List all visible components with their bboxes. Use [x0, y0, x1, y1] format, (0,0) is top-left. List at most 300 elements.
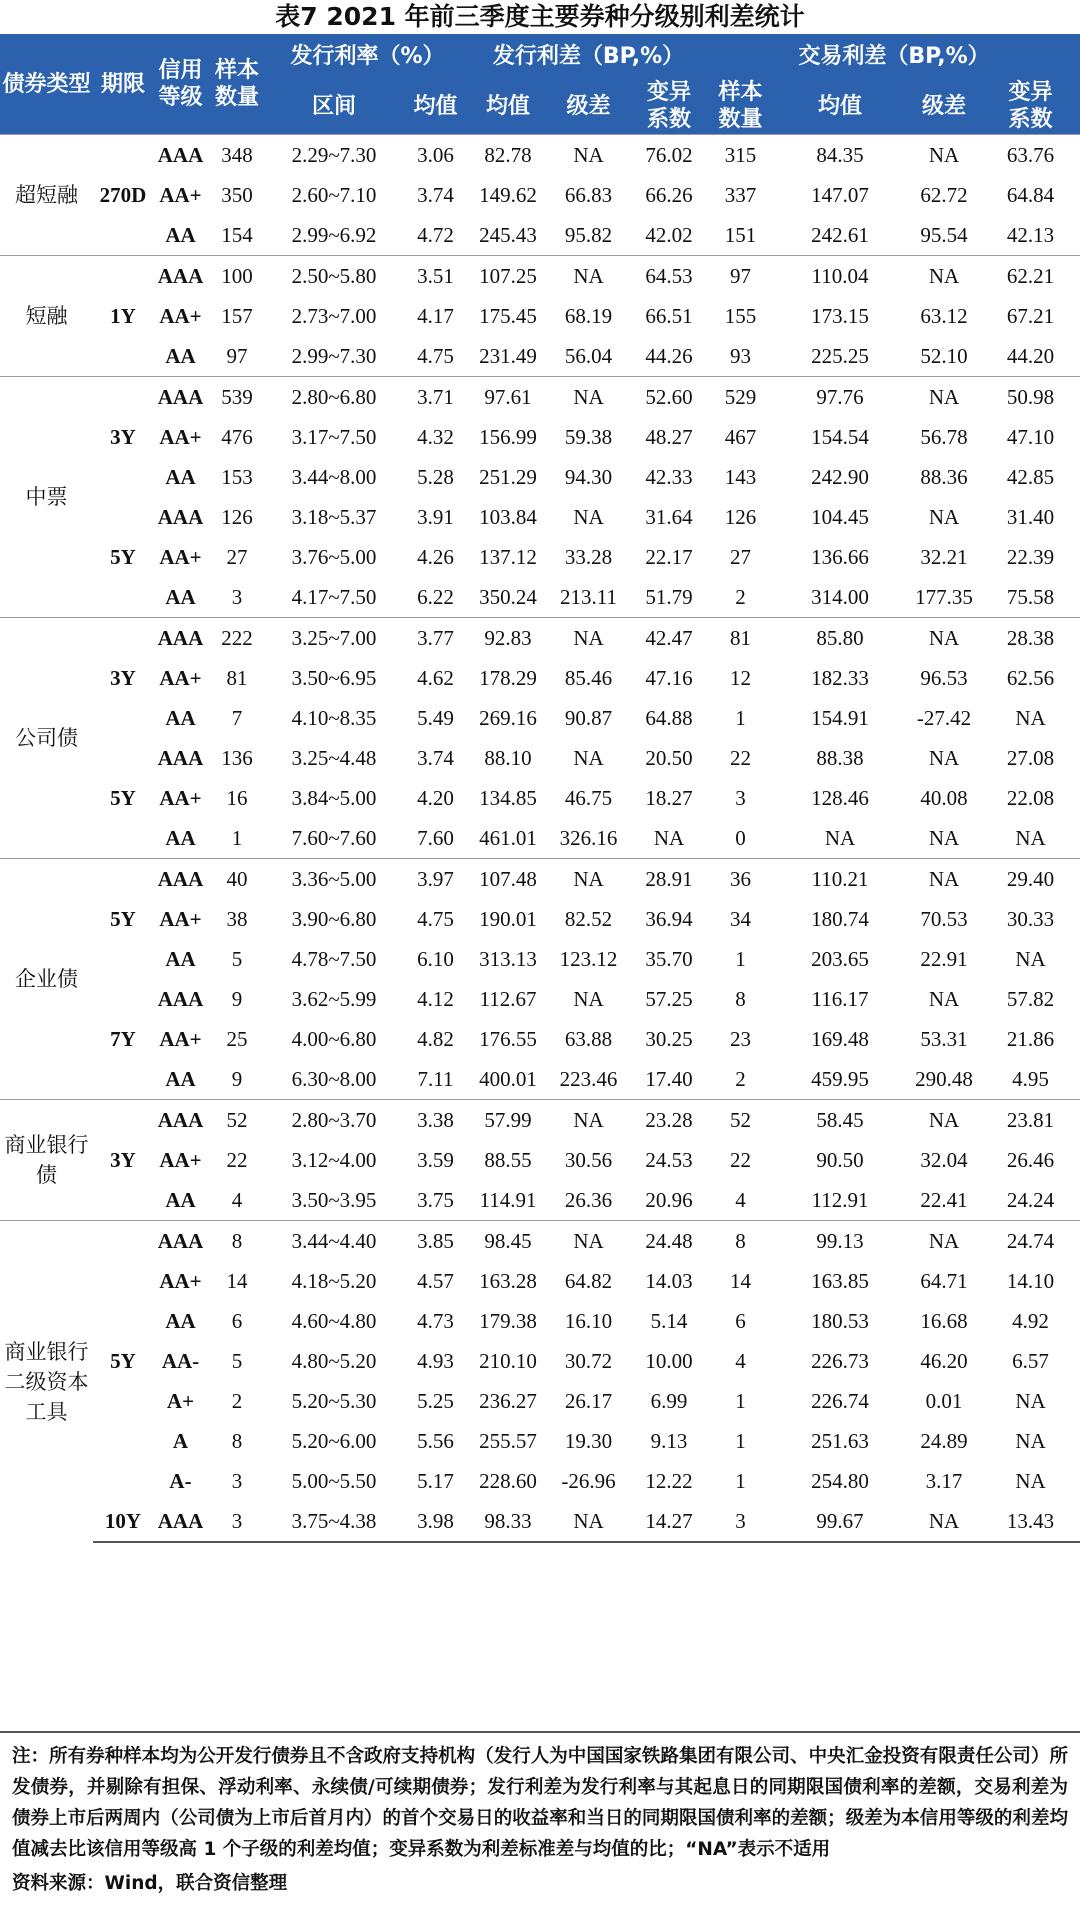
trade-grade-diff-cell: 3.17	[925, 1468, 963, 1493]
rate-range-cell: 4.00~6.80	[291, 1026, 377, 1051]
issue-grade-diff-cell: 63.88	[564, 1026, 613, 1051]
trade-grade-diff-cell: NA	[907, 135, 981, 176]
trade-spread-mean-cell: 173.15	[811, 303, 869, 328]
trade-cv-cell: 31.40	[1006, 504, 1055, 529]
sample-count-cell: 40	[208, 859, 266, 900]
credit-grade-cell: AA+	[159, 424, 202, 449]
issue-grade-diff-cell: 213.11	[560, 584, 617, 609]
issue-spread-mean-cell: 156.99	[479, 424, 537, 449]
bond-type-cell: 超短融	[0, 135, 93, 256]
credit-grade-cell: AA	[165, 343, 196, 368]
rate-mean-cell: 3.97	[402, 859, 469, 900]
credit-grade-cell: AA+	[159, 182, 202, 207]
sample-count-cell: 22	[226, 1147, 248, 1172]
trade-grade-diff-cell: -27.42	[916, 705, 972, 730]
trade-grade-diff-cell: NA	[907, 377, 981, 418]
data-source: 资料来源：Wind，联合资信整理	[12, 1873, 288, 1894]
rate-range-cell: 3.17~7.50	[291, 424, 377, 449]
rate-range-cell: 5.00~5.50	[291, 1468, 377, 1493]
header-bond-type: 债券类型	[0, 34, 93, 135]
table-row	[0, 457, 1080, 497]
trade-spread-mean-cell: 163.85	[811, 1268, 869, 1293]
trade-sample-count-cell: 3	[735, 785, 746, 810]
issue-grade-diff-cell: 326.16	[559, 825, 618, 850]
header-range: 区间	[266, 78, 402, 135]
sample-count-cell: 222	[208, 618, 266, 659]
trade-cv-cell: 57.82	[1006, 986, 1055, 1011]
trade-sample-count-cell: 8	[735, 986, 746, 1011]
trade-cv-cell: NA	[1015, 1428, 1046, 1453]
rate-range-cell: 5.20~5.30	[291, 1388, 377, 1413]
rate-range-cell: 3.25~7.00	[266, 618, 402, 659]
rate-mean-cell: 4.93	[417, 1348, 454, 1373]
trade-cv-cell: 63.76	[981, 135, 1080, 176]
issue-spread-mean-cell: 175.45	[479, 303, 537, 328]
table-row	[0, 1421, 1080, 1461]
issue-cv-cell: 47.16	[645, 665, 693, 690]
issue-grade-diff-cell: 59.38	[564, 424, 613, 449]
credit-grade-cell: AAA	[153, 1501, 208, 1542]
issue-spread-mean-cell: 400.01	[479, 1066, 537, 1091]
period-cell: 7Y	[110, 1026, 136, 1051]
issue-cv-cell: 14.27	[630, 1501, 708, 1542]
issue-grade-diff-cell: NA	[573, 986, 604, 1011]
issue-cv-cell: 17.40	[645, 1066, 693, 1091]
rate-range-cell: 3.44~4.40	[266, 1221, 402, 1262]
rate-range-cell: 2.80~6.80	[266, 377, 402, 418]
issue-spread-mean-cell: 236.27	[479, 1388, 537, 1413]
sample-count-cell: 157	[221, 303, 253, 328]
header-trade-spread: 交易利差（BP,%）	[708, 34, 1080, 78]
issue-grade-diff-cell: NA	[573, 504, 604, 529]
bond-type-cell: 短融	[0, 256, 93, 377]
issue-grade-diff-cell: 66.83	[564, 182, 613, 207]
trade-cv-cell: 24.74	[981, 1221, 1080, 1262]
rate-mean-cell: 4.73	[417, 1308, 454, 1333]
trade-spread-mean-cell: 116.17	[811, 986, 869, 1011]
sample-count-cell: 2	[231, 1388, 243, 1413]
rate-range-cell: 3.62~5.99	[291, 986, 377, 1011]
issue-cv-cell: 14.03	[645, 1268, 693, 1293]
table-row	[0, 1140, 1080, 1180]
trade-grade-diff-cell: 95.54	[920, 222, 968, 247]
period-cell: 5Y	[110, 544, 136, 569]
issue-grade-diff-cell: NA	[547, 1221, 630, 1262]
issue-cv-cell: 51.79	[645, 584, 693, 609]
header-credit-grade: 信用 等级	[153, 34, 208, 135]
trade-spread-mean-cell: 459.95	[811, 1066, 869, 1091]
credit-grade-cell: AA+	[159, 1026, 202, 1051]
trade-sample-count-cell: 12	[730, 665, 752, 690]
issue-spread-mean-cell: 88.55	[484, 1147, 532, 1172]
issue-grade-diff-cell: 223.46	[559, 1066, 618, 1091]
trade-sample-count-cell: 315	[708, 135, 773, 176]
table-body	[0, 135, 1080, 1543]
trade-cv-cell: NA	[1015, 705, 1046, 730]
table-row	[0, 939, 1080, 979]
trade-sample-count-cell: 126	[724, 504, 757, 529]
header-issue-spread: 发行利差（BP,%）	[469, 34, 708, 78]
issue-grade-diff-cell: 82.52	[564, 906, 613, 931]
trade-spread-mean-cell: 180.74	[811, 906, 869, 931]
issue-cv-cell: 44.26	[645, 343, 693, 368]
trade-spread-mean-cell: 180.53	[811, 1308, 869, 1333]
trade-spread-mean-cell: 226.74	[811, 1388, 869, 1413]
table-row	[0, 818, 1080, 859]
table-row	[0, 577, 1080, 618]
trade-sample-count-cell: 1	[735, 705, 746, 730]
rate-mean-cell: 3.06	[402, 135, 469, 176]
credit-grade-cell: AAA	[153, 859, 208, 900]
issue-grade-diff-cell: 64.82	[564, 1268, 613, 1293]
sample-count-cell: 97	[226, 343, 248, 368]
trade-cv-cell: 44.20	[1006, 343, 1055, 368]
period-cell: 3Y	[93, 1100, 153, 1221]
trade-spread-mean-cell: 169.48	[811, 1026, 869, 1051]
sample-count-cell: 6	[231, 1308, 243, 1333]
period-cell: 1Y	[93, 256, 153, 377]
rate-mean-cell: 7.11	[417, 1066, 454, 1091]
trade-grade-diff-cell: 16.68	[920, 1308, 968, 1333]
credit-grade-cell: AAA	[157, 745, 204, 770]
trade-spread-mean-cell: 203.65	[811, 946, 869, 971]
issue-spread-mean-cell: 107.48	[469, 859, 547, 900]
trade-cv-cell: 30.33	[1006, 906, 1055, 931]
table-row	[0, 698, 1080, 738]
issue-grade-diff-cell: NA	[547, 1100, 630, 1141]
table-row	[0, 1461, 1080, 1501]
credit-grade-cell: AAA	[157, 504, 204, 529]
trade-grade-diff-cell: 53.31	[920, 1026, 968, 1051]
credit-grade-cell: AAA	[153, 256, 208, 297]
trade-grade-diff-cell: 64.71	[920, 1268, 968, 1293]
credit-grade-cell: AA	[165, 946, 196, 971]
trade-grade-diff-cell: 22.91	[920, 946, 968, 971]
trade-grade-diff-cell: 62.72	[920, 182, 968, 207]
table-row	[0, 215, 1080, 256]
rate-range-cell: 3.44~8.00	[291, 464, 377, 489]
rate-range-cell: 4.10~8.35	[291, 705, 377, 730]
trade-sample-count-cell: 36	[708, 859, 773, 900]
period-cell: 3Y	[93, 618, 153, 739]
rate-mean-cell: 5.25	[417, 1388, 454, 1413]
trade-cv-cell: 42.85	[1006, 464, 1055, 489]
table-row	[0, 738, 1080, 778]
issue-grade-diff-cell: NA	[547, 256, 630, 297]
table-row	[0, 859, 1080, 900]
bond-type-cell: 商业银行 债	[0, 1100, 93, 1221]
rate-mean-cell: 3.85	[402, 1221, 469, 1262]
rate-range-cell: 5.20~6.00	[291, 1428, 377, 1453]
trade-sample-count-cell: 2	[735, 584, 746, 609]
rate-mean-cell: 4.17	[417, 303, 454, 328]
trade-cv-cell: 47.10	[1006, 424, 1055, 449]
rate-mean-cell: 4.72	[417, 222, 454, 247]
header-period: 期限	[93, 34, 153, 135]
table-row	[0, 1100, 1080, 1141]
issue-grade-diff-cell: 68.19	[564, 303, 613, 328]
header-trade-mean: 均值	[773, 78, 907, 135]
trade-cv-cell: 4.95	[1012, 1066, 1049, 1091]
issue-cv-cell: 6.99	[650, 1388, 688, 1413]
trade-grade-diff-cell: NA	[928, 986, 960, 1011]
issue-spread-mean-cell: 313.13	[479, 946, 537, 971]
issue-grade-diff-cell: 56.04	[564, 343, 613, 368]
header-trade-grade-diff: 级差	[907, 78, 981, 135]
trade-cv-cell: NA	[1015, 825, 1046, 850]
trade-grade-diff-cell: NA	[907, 1100, 981, 1141]
issue-spread-mean-cell: 114.91	[479, 1187, 537, 1212]
trade-spread-mean-cell: 242.61	[811, 222, 869, 247]
rate-range-cell: 3.75~4.38	[266, 1501, 402, 1542]
trade-cv-cell: 28.38	[981, 618, 1080, 659]
rate-mean-cell: 3.59	[417, 1147, 454, 1172]
trade-spread-mean-cell: 88.38	[816, 745, 864, 770]
trade-cv-cell: 22.08	[1006, 785, 1055, 810]
sample-count-cell: 348	[208, 135, 266, 176]
issue-spread-mean-cell: 251.29	[479, 464, 537, 489]
credit-grade-cell: AA	[165, 1308, 196, 1333]
trade-spread-mean-cell: 58.45	[773, 1100, 907, 1141]
trade-grade-diff-cell: 22.41	[920, 1187, 968, 1212]
trade-grade-diff-cell: 52.10	[920, 343, 968, 368]
issue-spread-mean-cell: 57.99	[469, 1100, 547, 1141]
trade-grade-diff-cell: 88.36	[920, 464, 968, 489]
rate-mean-cell: 7.60	[417, 825, 454, 850]
issue-cv-cell: 28.91	[630, 859, 708, 900]
notes-section	[0, 1731, 1080, 1899]
rate-range-cell: 4.78~7.50	[291, 946, 377, 971]
sample-count-cell: 350	[221, 182, 253, 207]
trade-grade-diff-cell: 70.53	[920, 906, 968, 931]
credit-grade-cell: AAA	[153, 1100, 208, 1141]
issue-cv-cell: 20.50	[645, 745, 693, 770]
trade-spread-mean-cell: 110.21	[773, 859, 907, 900]
issue-cv-cell: 22.17	[645, 544, 693, 569]
rate-mean-cell: 4.82	[417, 1026, 454, 1051]
sample-count-cell: 7	[231, 705, 243, 730]
trade-cv-cell: NA	[1015, 946, 1046, 971]
issue-grade-diff-cell: 30.56	[564, 1147, 613, 1172]
table-row	[0, 1180, 1080, 1221]
issue-grade-diff-cell: NA	[547, 135, 630, 176]
rate-range-cell: 4.17~7.50	[291, 584, 377, 609]
sample-count-cell: 25	[226, 1026, 248, 1051]
trade-cv-cell: 50.98	[981, 377, 1080, 418]
trade-cv-cell: 13.43	[981, 1501, 1080, 1542]
rate-range-cell: 3.50~3.95	[291, 1187, 377, 1212]
bond-type-cell: 中票	[0, 377, 93, 618]
issue-grade-diff-cell: 95.82	[564, 222, 613, 247]
trade-sample-count-cell: 4	[735, 1348, 746, 1373]
rate-range-cell: 2.99~7.30	[291, 343, 377, 368]
table-row	[0, 658, 1080, 698]
trade-grade-diff-cell: NA	[907, 256, 981, 297]
rate-range-cell: 3.84~5.00	[291, 785, 377, 810]
trade-cv-cell: 26.46	[1006, 1147, 1055, 1172]
rate-range-cell: 6.30~8.00	[291, 1066, 377, 1091]
credit-grade-cell: AA	[165, 1066, 196, 1091]
trade-sample-count-cell: 97	[708, 256, 773, 297]
issue-grade-diff-cell: 26.36	[564, 1187, 613, 1212]
rate-range-cell: 2.73~7.00	[291, 303, 377, 328]
table-row	[0, 1221, 1080, 1262]
issue-spread-mean-cell: 350.24	[479, 584, 537, 609]
rate-mean-cell: 5.28	[417, 464, 454, 489]
trade-grade-diff-cell: 96.53	[920, 665, 968, 690]
header-trade-sample-count: 样本 数量	[708, 78, 773, 135]
issue-spread-mean-cell: 228.60	[479, 1468, 537, 1493]
issue-cv-cell: 10.00	[645, 1348, 693, 1373]
sample-count-cell: 81	[226, 665, 248, 690]
table-row	[0, 618, 1080, 659]
credit-grade-cell: AA+	[159, 906, 202, 931]
issue-grade-diff-cell: 90.87	[564, 705, 613, 730]
trade-spread-mean-cell: 154.91	[811, 705, 869, 730]
issue-cv-cell: 5.14	[650, 1308, 688, 1333]
trade-cv-cell: 29.40	[981, 859, 1080, 900]
issue-grade-diff-cell: 33.28	[564, 544, 613, 569]
sample-count-cell: 14	[226, 1268, 248, 1293]
rate-mean-cell: 4.32	[417, 424, 454, 449]
credit-grade-cell: AA	[165, 825, 196, 850]
table-title: 表7 2021 年前三季度主要券种分级别利差统计	[275, 2, 805, 31]
trade-cv-cell: 14.10	[1006, 1268, 1055, 1293]
rate-range-cell: 2.80~3.70	[266, 1100, 402, 1141]
trade-cv-cell: 4.92	[1012, 1308, 1049, 1333]
trade-grade-diff-cell: NA	[907, 618, 981, 659]
period-cell: 5Y	[93, 859, 153, 980]
rate-range-cell: 2.50~5.80	[266, 256, 402, 297]
spread-table	[0, 34, 1080, 1543]
issue-grade-diff-cell: NA	[547, 377, 630, 418]
table-row	[0, 497, 1080, 537]
trade-sample-count-cell: 1	[735, 946, 746, 971]
issue-spread-mean-cell: 210.10	[479, 1348, 537, 1373]
credit-grade-cell: AA	[165, 1187, 196, 1212]
trade-grade-diff-cell: NA	[907, 1221, 981, 1262]
trade-grade-diff-cell: NA	[907, 859, 981, 900]
trade-sample-count-cell: 6	[735, 1308, 746, 1333]
sample-count-cell: 539	[208, 377, 266, 418]
header-rate-mean: 均值	[402, 78, 469, 135]
issue-cv-cell: 57.25	[645, 986, 693, 1011]
rate-mean-cell: 3.74	[417, 745, 454, 770]
trade-grade-diff-cell: NA	[907, 1501, 981, 1542]
trade-grade-diff-cell: NA	[928, 504, 960, 529]
credit-grade-cell: AAA	[153, 1221, 208, 1262]
rate-mean-cell: 3.74	[417, 182, 454, 207]
trade-sample-count-cell: 151	[724, 222, 757, 247]
table-row	[0, 1059, 1080, 1100]
rate-mean-cell: 3.98	[402, 1501, 469, 1542]
issue-spread-mean-cell: 149.62	[479, 182, 537, 207]
trade-sample-count-cell: 143	[724, 464, 757, 489]
credit-grade-cell: AA	[165, 584, 196, 609]
issue-cv-cell: 42.47	[630, 618, 708, 659]
trade-cv-cell: 23.81	[981, 1100, 1080, 1141]
trade-spread-mean-cell: 128.46	[811, 785, 869, 810]
header-sample-count: 样本 数量	[208, 34, 266, 135]
issue-spread-mean-cell: 461.01	[479, 825, 537, 850]
issue-spread-mean-cell: 92.83	[469, 618, 547, 659]
rate-range-cell: 3.12~4.00	[291, 1147, 377, 1172]
sample-count-cell: 52	[208, 1100, 266, 1141]
table-row	[0, 899, 1080, 939]
trade-cv-cell: 6.57	[1012, 1348, 1049, 1373]
sample-count-cell: 5	[231, 946, 243, 971]
trade-cv-cell: 24.24	[1006, 1187, 1055, 1212]
issue-grade-diff-cell: 30.72	[564, 1348, 613, 1373]
rate-mean-cell: 4.26	[417, 544, 454, 569]
table-row	[0, 135, 1080, 176]
issue-spread-mean-cell: 137.12	[479, 544, 537, 569]
sample-count-cell: 8	[208, 1221, 266, 1262]
issue-spread-mean-cell: 176.55	[479, 1026, 537, 1051]
credit-grade-cell: AA	[165, 705, 196, 730]
rate-range-cell: 2.60~7.10	[291, 182, 377, 207]
rate-range-cell: 4.60~4.80	[291, 1308, 377, 1333]
issue-grade-diff-cell: -26.96	[561, 1468, 616, 1493]
trade-spread-mean-cell: 104.45	[811, 504, 869, 529]
issue-cv-cell: 42.02	[645, 222, 693, 247]
issue-cv-cell: 52.60	[630, 377, 708, 418]
trade-sample-count-cell: 22	[730, 745, 752, 770]
rate-mean-cell: 4.75	[417, 343, 454, 368]
trade-sample-count-cell: 23	[730, 1026, 752, 1051]
issue-spread-mean-cell: 98.45	[469, 1221, 547, 1262]
trade-sample-count-cell: 81	[708, 618, 773, 659]
trade-spread-mean-cell: 99.13	[773, 1221, 907, 1262]
credit-grade-cell: AAA	[153, 618, 208, 659]
issue-cv-cell: 24.48	[630, 1221, 708, 1262]
issue-spread-mean-cell: 231.49	[479, 343, 537, 368]
trade-spread-mean-cell: 97.76	[773, 377, 907, 418]
issue-grade-diff-cell: NA	[547, 859, 630, 900]
trade-grade-diff-cell: 40.08	[920, 785, 968, 810]
issue-grade-diff-cell: NA	[547, 618, 630, 659]
issue-cv-cell: 48.27	[645, 424, 693, 449]
trade-cv-cell: 62.21	[981, 256, 1080, 297]
rate-mean-cell: 4.75	[417, 906, 454, 931]
trade-sample-count-cell: 1	[735, 1428, 746, 1453]
table-row	[0, 1501, 1080, 1542]
rate-mean-cell: 4.12	[417, 986, 454, 1011]
table-row	[0, 537, 1080, 577]
sample-count-cell: 154	[221, 222, 253, 247]
issue-grade-diff-cell: NA	[573, 745, 604, 770]
issue-cv-cell: 12.22	[645, 1468, 693, 1493]
credit-grade-cell: AA+	[159, 1147, 202, 1172]
issue-cv-cell: 76.02	[630, 135, 708, 176]
sample-count-cell: 100	[208, 256, 266, 297]
trade-sample-count-cell: 3	[708, 1501, 773, 1542]
trade-cv-cell: 21.86	[1006, 1026, 1055, 1051]
header-issue-cv: 变异 系数	[630, 78, 708, 135]
rate-mean-cell: 3.77	[402, 618, 469, 659]
trade-sample-count-cell: 52	[708, 1100, 773, 1141]
period-cell: 10Y	[93, 1501, 153, 1542]
trade-sample-count-cell: 4	[735, 1187, 746, 1212]
sample-count-cell: 9	[231, 986, 243, 1011]
credit-grade-cell: AA+	[159, 303, 202, 328]
credit-grade-cell: AA+	[159, 665, 202, 690]
trade-cv-cell: 62.56	[1006, 665, 1055, 690]
trade-spread-mean-cell: 182.33	[811, 665, 869, 690]
sample-count-cell: 476	[221, 424, 253, 449]
trade-sample-count-cell: 2	[735, 1066, 746, 1091]
issue-spread-mean-cell: 269.16	[479, 705, 537, 730]
